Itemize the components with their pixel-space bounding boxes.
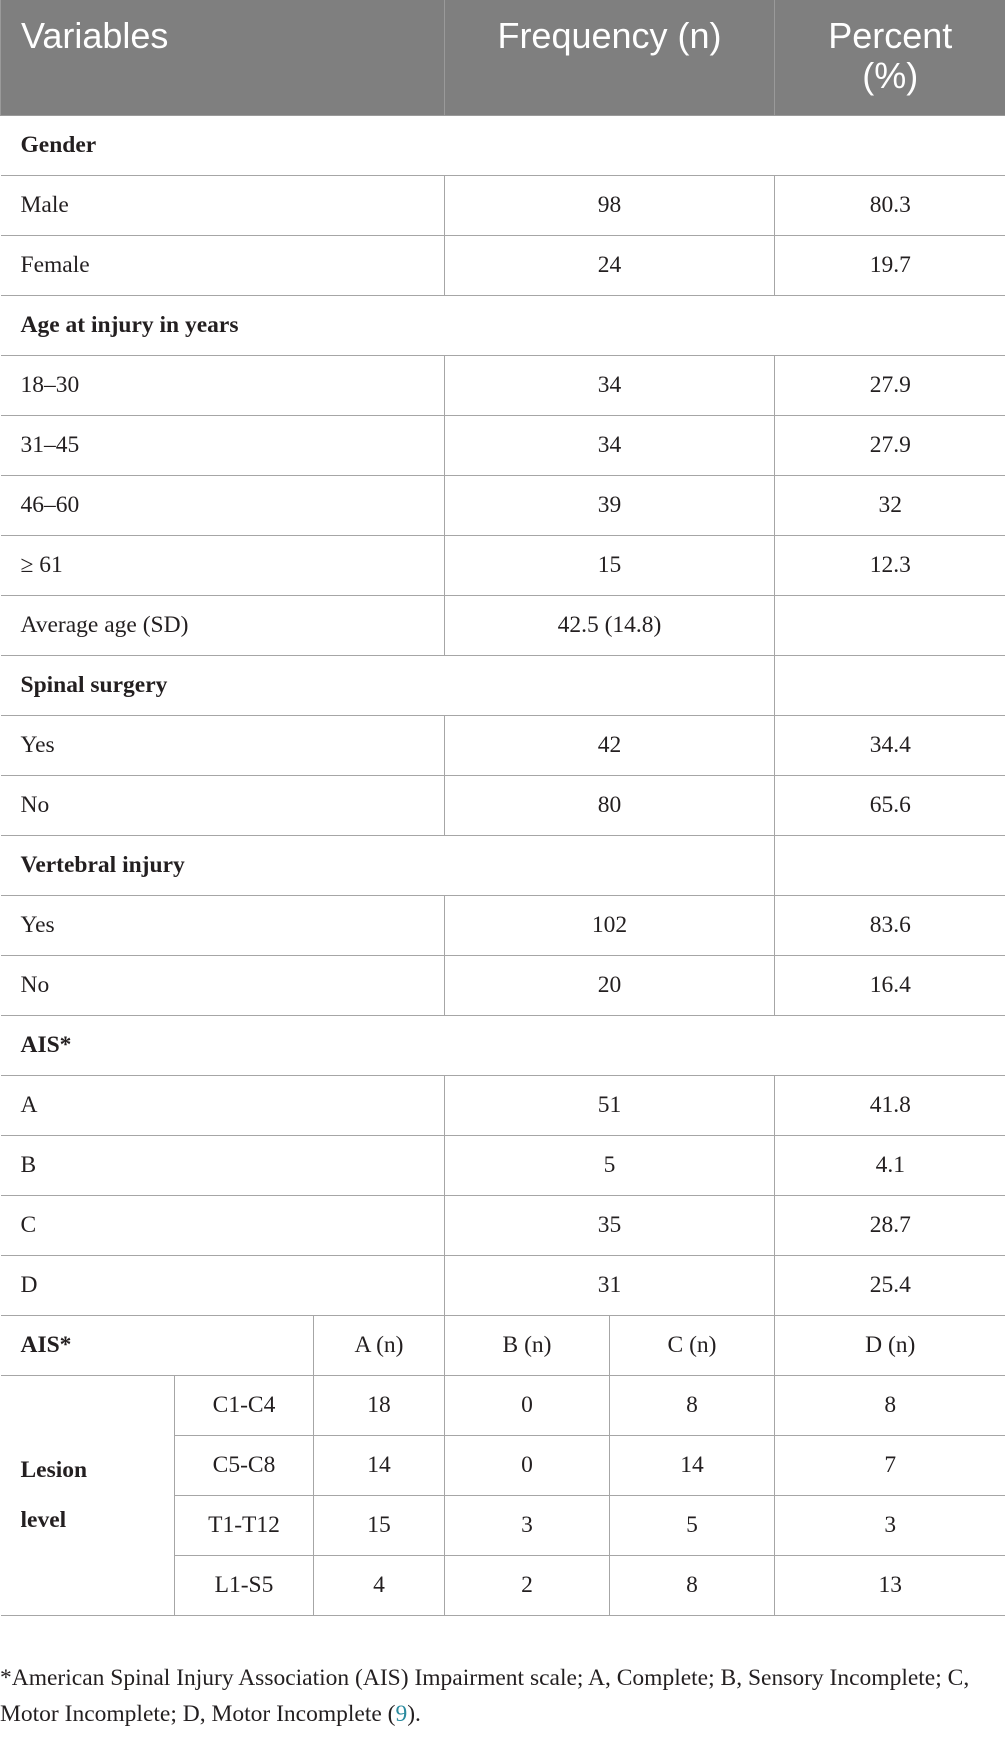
footnote-text: *American Spinal Injury Association (AIS) Impairment scale; A, Complete; B, Sensory Incomplete; C, Motor Incomplete; D, Motor Incomplete ( bbox=[0, 1665, 970, 1727]
row-label: Average age (SD) bbox=[1, 595, 445, 655]
row-frequency: 31 bbox=[445, 1255, 775, 1315]
lesion-col-a: A (n) bbox=[314, 1315, 445, 1375]
row-frequency: 42 bbox=[445, 715, 775, 775]
row-frequency: 98 bbox=[445, 175, 775, 235]
lesion-b: 0 bbox=[445, 1435, 610, 1495]
row-percent: 80.3 bbox=[775, 175, 1005, 235]
row-label: ≥ 61 bbox=[1, 535, 445, 595]
row-percent bbox=[775, 595, 1005, 655]
row-percent: 19.7 bbox=[775, 235, 1005, 295]
row-percent: 41.8 bbox=[775, 1075, 1005, 1135]
lesion-d: 3 bbox=[775, 1495, 1005, 1555]
lesion-level: L1-S5 bbox=[175, 1555, 314, 1615]
section-row-surgery bbox=[1, 655, 1005, 715]
table-row bbox=[1, 895, 1005, 955]
row-frequency: 15 bbox=[445, 535, 775, 595]
row-percent: 34.4 bbox=[775, 715, 1005, 775]
row-label: 46–60 bbox=[1, 475, 445, 535]
row-label: 31–45 bbox=[1, 415, 445, 475]
table-row bbox=[1, 775, 1005, 835]
lesion-b: 3 bbox=[445, 1495, 610, 1555]
table-row bbox=[1, 1135, 1005, 1195]
header-percent-line2: (%) bbox=[862, 55, 919, 96]
lesion-col-b: B (n) bbox=[445, 1315, 610, 1375]
section-title: Gender bbox=[1, 115, 1005, 175]
footnote-tail: ). bbox=[407, 1701, 421, 1727]
lesion-col-c: C (n) bbox=[610, 1315, 775, 1375]
row-frequency: 39 bbox=[445, 475, 775, 535]
lesion-a: 14 bbox=[314, 1435, 445, 1495]
section-row-ais bbox=[1, 1015, 1005, 1075]
table-header-row bbox=[1, 0, 1005, 115]
row-label: No bbox=[1, 775, 445, 835]
table-row bbox=[1, 415, 1005, 475]
row-percent: 28.7 bbox=[775, 1195, 1005, 1255]
section-row-gender bbox=[1, 115, 1005, 175]
lesion-header-row bbox=[1, 1315, 1005, 1375]
row-label: Female bbox=[1, 235, 445, 295]
lesion-c: 5 bbox=[610, 1495, 775, 1555]
row-label: D bbox=[1, 1255, 445, 1315]
table-row bbox=[1, 355, 1005, 415]
lesion-level: C1-C4 bbox=[175, 1375, 314, 1435]
table-row bbox=[1, 595, 1005, 655]
table-row bbox=[1, 1075, 1005, 1135]
lesion-level-label bbox=[1, 1375, 175, 1615]
lesion-level: T1-T12 bbox=[175, 1495, 314, 1555]
lesion-level-label-line1: Lesion bbox=[20, 1457, 88, 1483]
lesion-d: 13 bbox=[775, 1555, 1005, 1615]
row-frequency: 34 bbox=[445, 415, 775, 475]
row-label: B bbox=[1, 1135, 445, 1195]
table-row bbox=[1, 475, 1005, 535]
row-percent: 65.6 bbox=[775, 775, 1005, 835]
row-frequency: 80 bbox=[445, 775, 775, 835]
table-row bbox=[1, 535, 1005, 595]
lesion-a: 15 bbox=[314, 1495, 445, 1555]
section-title: Spinal surgery bbox=[1, 655, 775, 715]
lesion-table-title: AIS* bbox=[1, 1315, 314, 1375]
section-row-vertebral bbox=[1, 835, 1005, 895]
row-frequency: 42.5 (14.8) bbox=[445, 595, 775, 655]
lesion-b: 0 bbox=[445, 1375, 610, 1435]
table-footnote bbox=[0, 1660, 990, 1732]
table-row bbox=[1, 175, 1005, 235]
row-percent: 27.9 bbox=[775, 355, 1005, 415]
row-label: 18–30 bbox=[1, 355, 445, 415]
table-row bbox=[1, 1195, 1005, 1255]
header-variables: Variables bbox=[1, 0, 445, 115]
row-frequency: 5 bbox=[445, 1135, 775, 1195]
lesion-a: 4 bbox=[314, 1555, 445, 1615]
row-frequency: 34 bbox=[445, 355, 775, 415]
section-empty-cell bbox=[775, 655, 1005, 715]
lesion-level: C5-C8 bbox=[175, 1435, 314, 1495]
header-percent bbox=[775, 0, 1005, 115]
lesion-b: 2 bbox=[445, 1555, 610, 1615]
row-frequency: 20 bbox=[445, 955, 775, 1015]
lesion-level-label-line2: level bbox=[20, 1507, 67, 1533]
row-percent: 32 bbox=[775, 475, 1005, 535]
header-frequency: Frequency (n) bbox=[445, 0, 775, 115]
row-label: C bbox=[1, 1195, 445, 1255]
section-row-age bbox=[1, 295, 1005, 355]
row-percent: 25.4 bbox=[775, 1255, 1005, 1315]
lesion-c: 8 bbox=[610, 1555, 775, 1615]
section-title: Age at injury in years bbox=[1, 295, 1005, 355]
footnote-reference-link[interactable]: 9 bbox=[395, 1701, 408, 1727]
row-label: Yes bbox=[1, 895, 445, 955]
section-title: AIS* bbox=[1, 1015, 1005, 1075]
row-percent: 83.6 bbox=[775, 895, 1005, 955]
row-label: Yes bbox=[1, 715, 445, 775]
row-percent: 16.4 bbox=[775, 955, 1005, 1015]
row-frequency: 102 bbox=[445, 895, 775, 955]
section-title: Vertebral injury bbox=[1, 835, 775, 895]
lesion-d: 7 bbox=[775, 1435, 1005, 1495]
row-percent: 27.9 bbox=[775, 415, 1005, 475]
header-percent-line1: Percent bbox=[828, 15, 953, 56]
row-label: No bbox=[1, 955, 445, 1015]
row-frequency: 24 bbox=[445, 235, 775, 295]
lesion-d: 8 bbox=[775, 1375, 1005, 1435]
row-frequency: 51 bbox=[445, 1075, 775, 1135]
row-percent: 4.1 bbox=[775, 1135, 1005, 1195]
row-percent: 12.3 bbox=[775, 535, 1005, 595]
table-row bbox=[1, 955, 1005, 1015]
row-label: A bbox=[1, 1075, 445, 1135]
section-empty-cell bbox=[775, 835, 1005, 895]
table-row bbox=[1, 715, 1005, 775]
lesion-col-d: D (n) bbox=[775, 1315, 1005, 1375]
table-row bbox=[1, 235, 1005, 295]
row-label: Male bbox=[1, 175, 445, 235]
lesion-c: 14 bbox=[610, 1435, 775, 1495]
lesion-c: 8 bbox=[610, 1375, 775, 1435]
table-row bbox=[1, 1255, 1005, 1315]
lesion-a: 18 bbox=[314, 1375, 445, 1435]
lesion-row bbox=[1, 1375, 1005, 1435]
row-frequency: 35 bbox=[445, 1195, 775, 1255]
